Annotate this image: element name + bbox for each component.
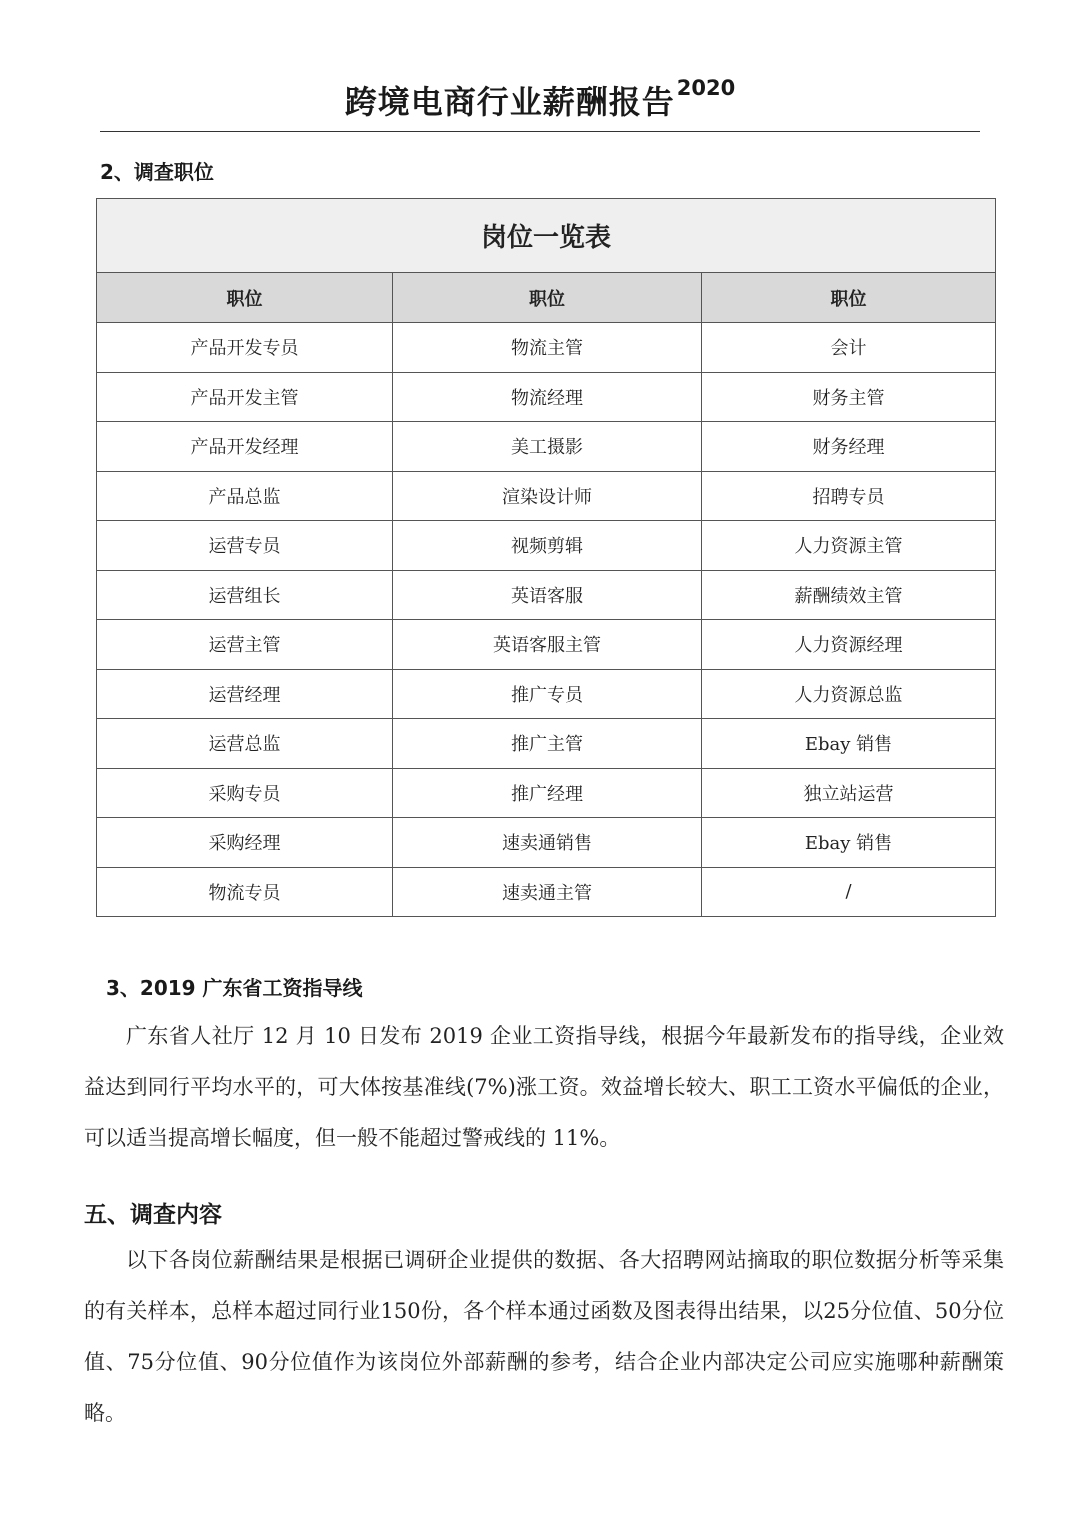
table-row [97,521,996,571]
table-caption-row [97,199,996,273]
table-cell: 美工摄影 [393,422,702,472]
table-caption: 岗位一览表 [97,199,996,273]
section-5-heading: 五、调查内容 [84,1202,222,1228]
document-title: 跨境电商行业薪酬报告 [344,83,675,121]
document-title-year: 2020 [676,76,736,100]
table-cell: 会计 [702,323,996,373]
table-cell: 英语客服主管 [393,620,702,670]
table-row [97,818,996,868]
table-cell: 财务主管 [702,372,996,422]
table-row [97,323,996,373]
table-cell: 独立站运营 [702,768,996,818]
table-row [97,669,996,719]
table-cell: 产品开发主管 [97,372,393,422]
table-cell: 推广专员 [393,669,702,719]
table-cell: 推广主管 [393,719,702,769]
table-cell: / [702,867,996,917]
table-cell: 采购专员 [97,768,393,818]
table-cell: 渲染设计师 [393,471,702,521]
table-row [97,570,996,620]
table-row [97,719,996,769]
table-cell: 运营主管 [97,620,393,670]
table-cell: 速卖通主管 [393,867,702,917]
table-cell: 物流专员 [97,867,393,917]
table-cell: 运营经理 [97,669,393,719]
table-row [97,422,996,472]
column-header: 职位 [97,273,393,323]
table-cell: 人力资源经理 [702,620,996,670]
table-cell: 薪酬绩效主管 [702,570,996,620]
table-cell: 运营组长 [97,570,393,620]
section-2-heading: 2、调查职位 [100,160,214,184]
table-cell: 人力资源主管 [702,521,996,571]
table-cell: 推广经理 [393,768,702,818]
table-row [97,768,996,818]
table-cell: 速卖通销售 [393,818,702,868]
section-3-heading: 3、2019 广东省工资指导线 [106,976,363,1000]
table-cell: Ebay 销售 [702,818,996,868]
table-cell: 运营专员 [97,521,393,571]
table-row [97,471,996,521]
table-cell: 产品总监 [97,471,393,521]
positions-table [96,198,996,917]
column-header: 职位 [702,273,996,323]
table-cell: 物流经理 [393,372,702,422]
table-cell: 人力资源总监 [702,669,996,719]
table-cell: 采购经理 [97,818,393,868]
table-row [97,372,996,422]
table-row [97,867,996,917]
table-row [97,620,996,670]
table-cell: 产品开发专员 [97,323,393,373]
section-3-paragraph: 广东省人社厅 12 月 10 日发布 2019 企业工资指导线，根据今年最新发布的指导线，企业效益达到同行平均水平的，可大体按基准线(7%)涨工资。效益增长较大、职工工资水平偏低的企业，可以适当提高增长幅度，但一般不能超过警戒线的 11%。 [84,1024,1004,1150]
table-header-row [97,273,996,323]
table-cell: 招聘专员 [702,471,996,521]
column-header: 职位 [393,273,702,323]
table-cell: 产品开发经理 [97,422,393,472]
table-cell: 运营总监 [97,719,393,769]
table-cell: 英语客服 [393,570,702,620]
table-cell: Ebay 销售 [702,719,996,769]
table-cell: 视频剪辑 [393,521,702,571]
section-5-paragraph: 以下各岗位薪酬结果是根据已调研企业提供的数据、各大招聘网站摘取的职位数据分析等采集的有关样本，总样本超过同行业150份，各个样本通过函数及图表得出结果，以25分位值、50分位值、75分位值、90分位值作为该岗位外部薪酬的参考，结合企业内部决定公司应实施哪种薪酬策略。 [84,1248,1004,1425]
table-cell: 财务经理 [702,422,996,472]
document-header [100,76,980,132]
table-cell: 物流主管 [393,323,702,373]
